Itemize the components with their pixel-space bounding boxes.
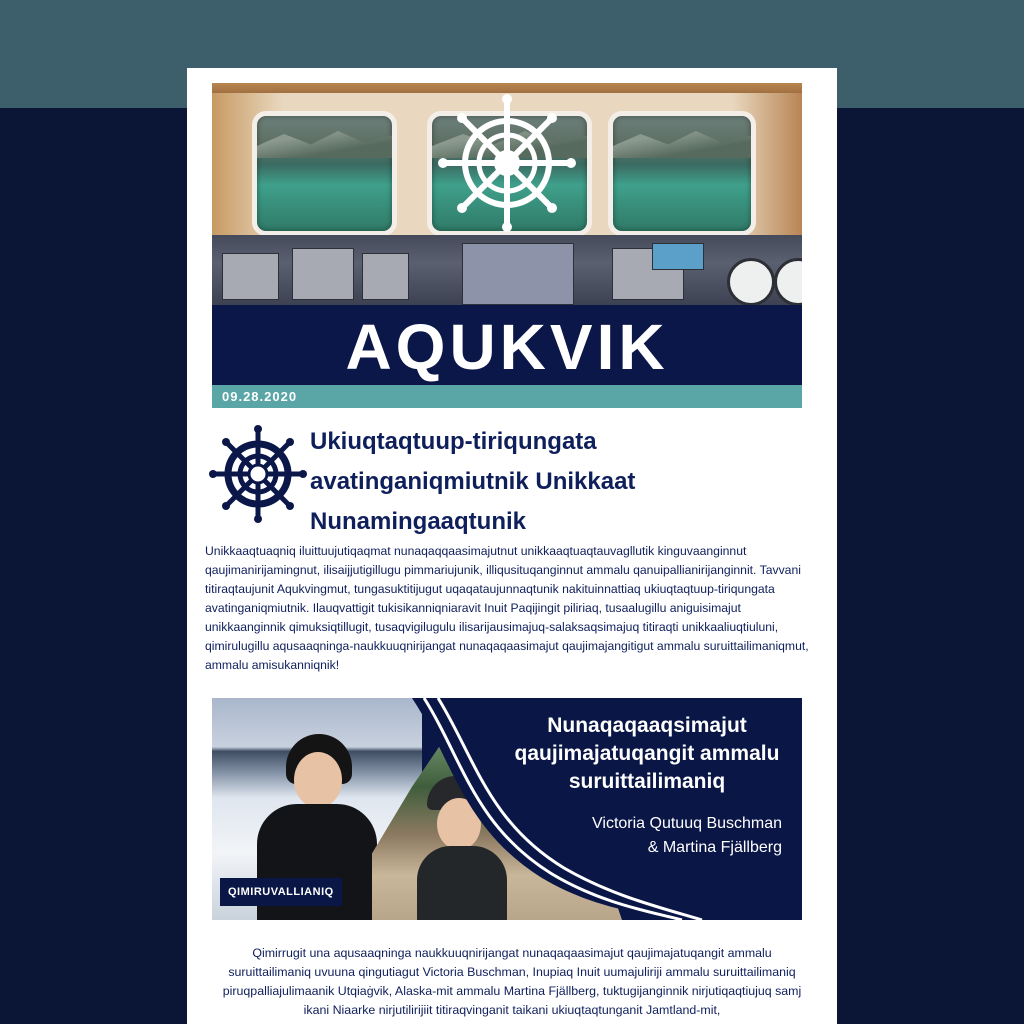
window-left: [252, 111, 397, 236]
ship-wheel-icon: [209, 425, 307, 523]
article-title: Ukiuqtaqtuup-tiriqungata avatinganiqmiutnik Unikkaat Nunamingaaqtunik: [310, 428, 636, 535]
feature-summary: Qimirrugit una aqusaaqninga naukkuuqnirijangat nunaqaqaasimajut qaujimajatuqangit ammalu suruittailimaniq uvuuna qingutiagut Victoria Buschman, Inupiaq Inuit uumajuliriji ammalu suruittailimaniq piruqpalliajulimaanik Utqiaġvik, Alaska-mit ammalu Martina Fjällberg, tuktugijanginnik nirjutiqaqtiujuq samj ikani Niaarke nirjutilirijiit titiraqvinganit taikani ukiuqtaqtunganit Jamtland-mit,: [222, 946, 802, 1017]
article-body: Unikkaaqtuaqniq iluittuujutiqaqmat nunaqaqqaasimajutnut unikkaaqtuaqtauvagllutik kinguvaanginnut qaujimanirijamingnut, ilisaijjutigillugu pimmariujunik, illiqusituqanginnut ammalu qanuipallianirijanginnit. Tavvani titiraqtaujunit Aqukvingmut, tungasuktitijugut uqaqataujunnaqtunik nakituinnattiaq ukiuqtaqtuup-tiriqungata avatinganiqmiutnik. Ilauqvattigit tukisikanniqniaravit Inuit Paqijingit piliriaq, tusaalugillu aniguisimajut unikkaanginnik qimuksiqtillugit, tusaqvigilugulu ilisarijausimajuq-salaksaqsimajuq titiraqti unikkaaliuqtiuluni, qimirulugillu aqusaaqninga-naukkuuqnirijangat nunaqaqaasimajut qaujimajangitigut ammalu suruittailimaniqmut, ammalu amisukanniqnik!: [205, 544, 809, 672]
author-name: & Martina Fjällberg: [647, 839, 782, 856]
brand-title: AQUKVIK: [345, 311, 669, 383]
window-right: [608, 111, 756, 236]
category-tag: QIMIRUVALLIANIQ: [220, 878, 342, 906]
author-name: Victoria Qutuuq Buschman: [592, 815, 783, 832]
header-image: [212, 83, 802, 305]
ship-wheel-icon: [437, 93, 577, 233]
feature-authors: [592, 812, 782, 860]
issue-date: 09.28.2020: [222, 389, 298, 404]
feature-banner[interactable]: [212, 698, 802, 920]
date-bar: [212, 385, 802, 408]
newsletter-card: [187, 68, 837, 1024]
gauge: [727, 258, 775, 305]
feature-title: Nunaqaqaaqsimajut qaujimajatuqangit ammalu suruittailimaniq: [514, 714, 780, 793]
